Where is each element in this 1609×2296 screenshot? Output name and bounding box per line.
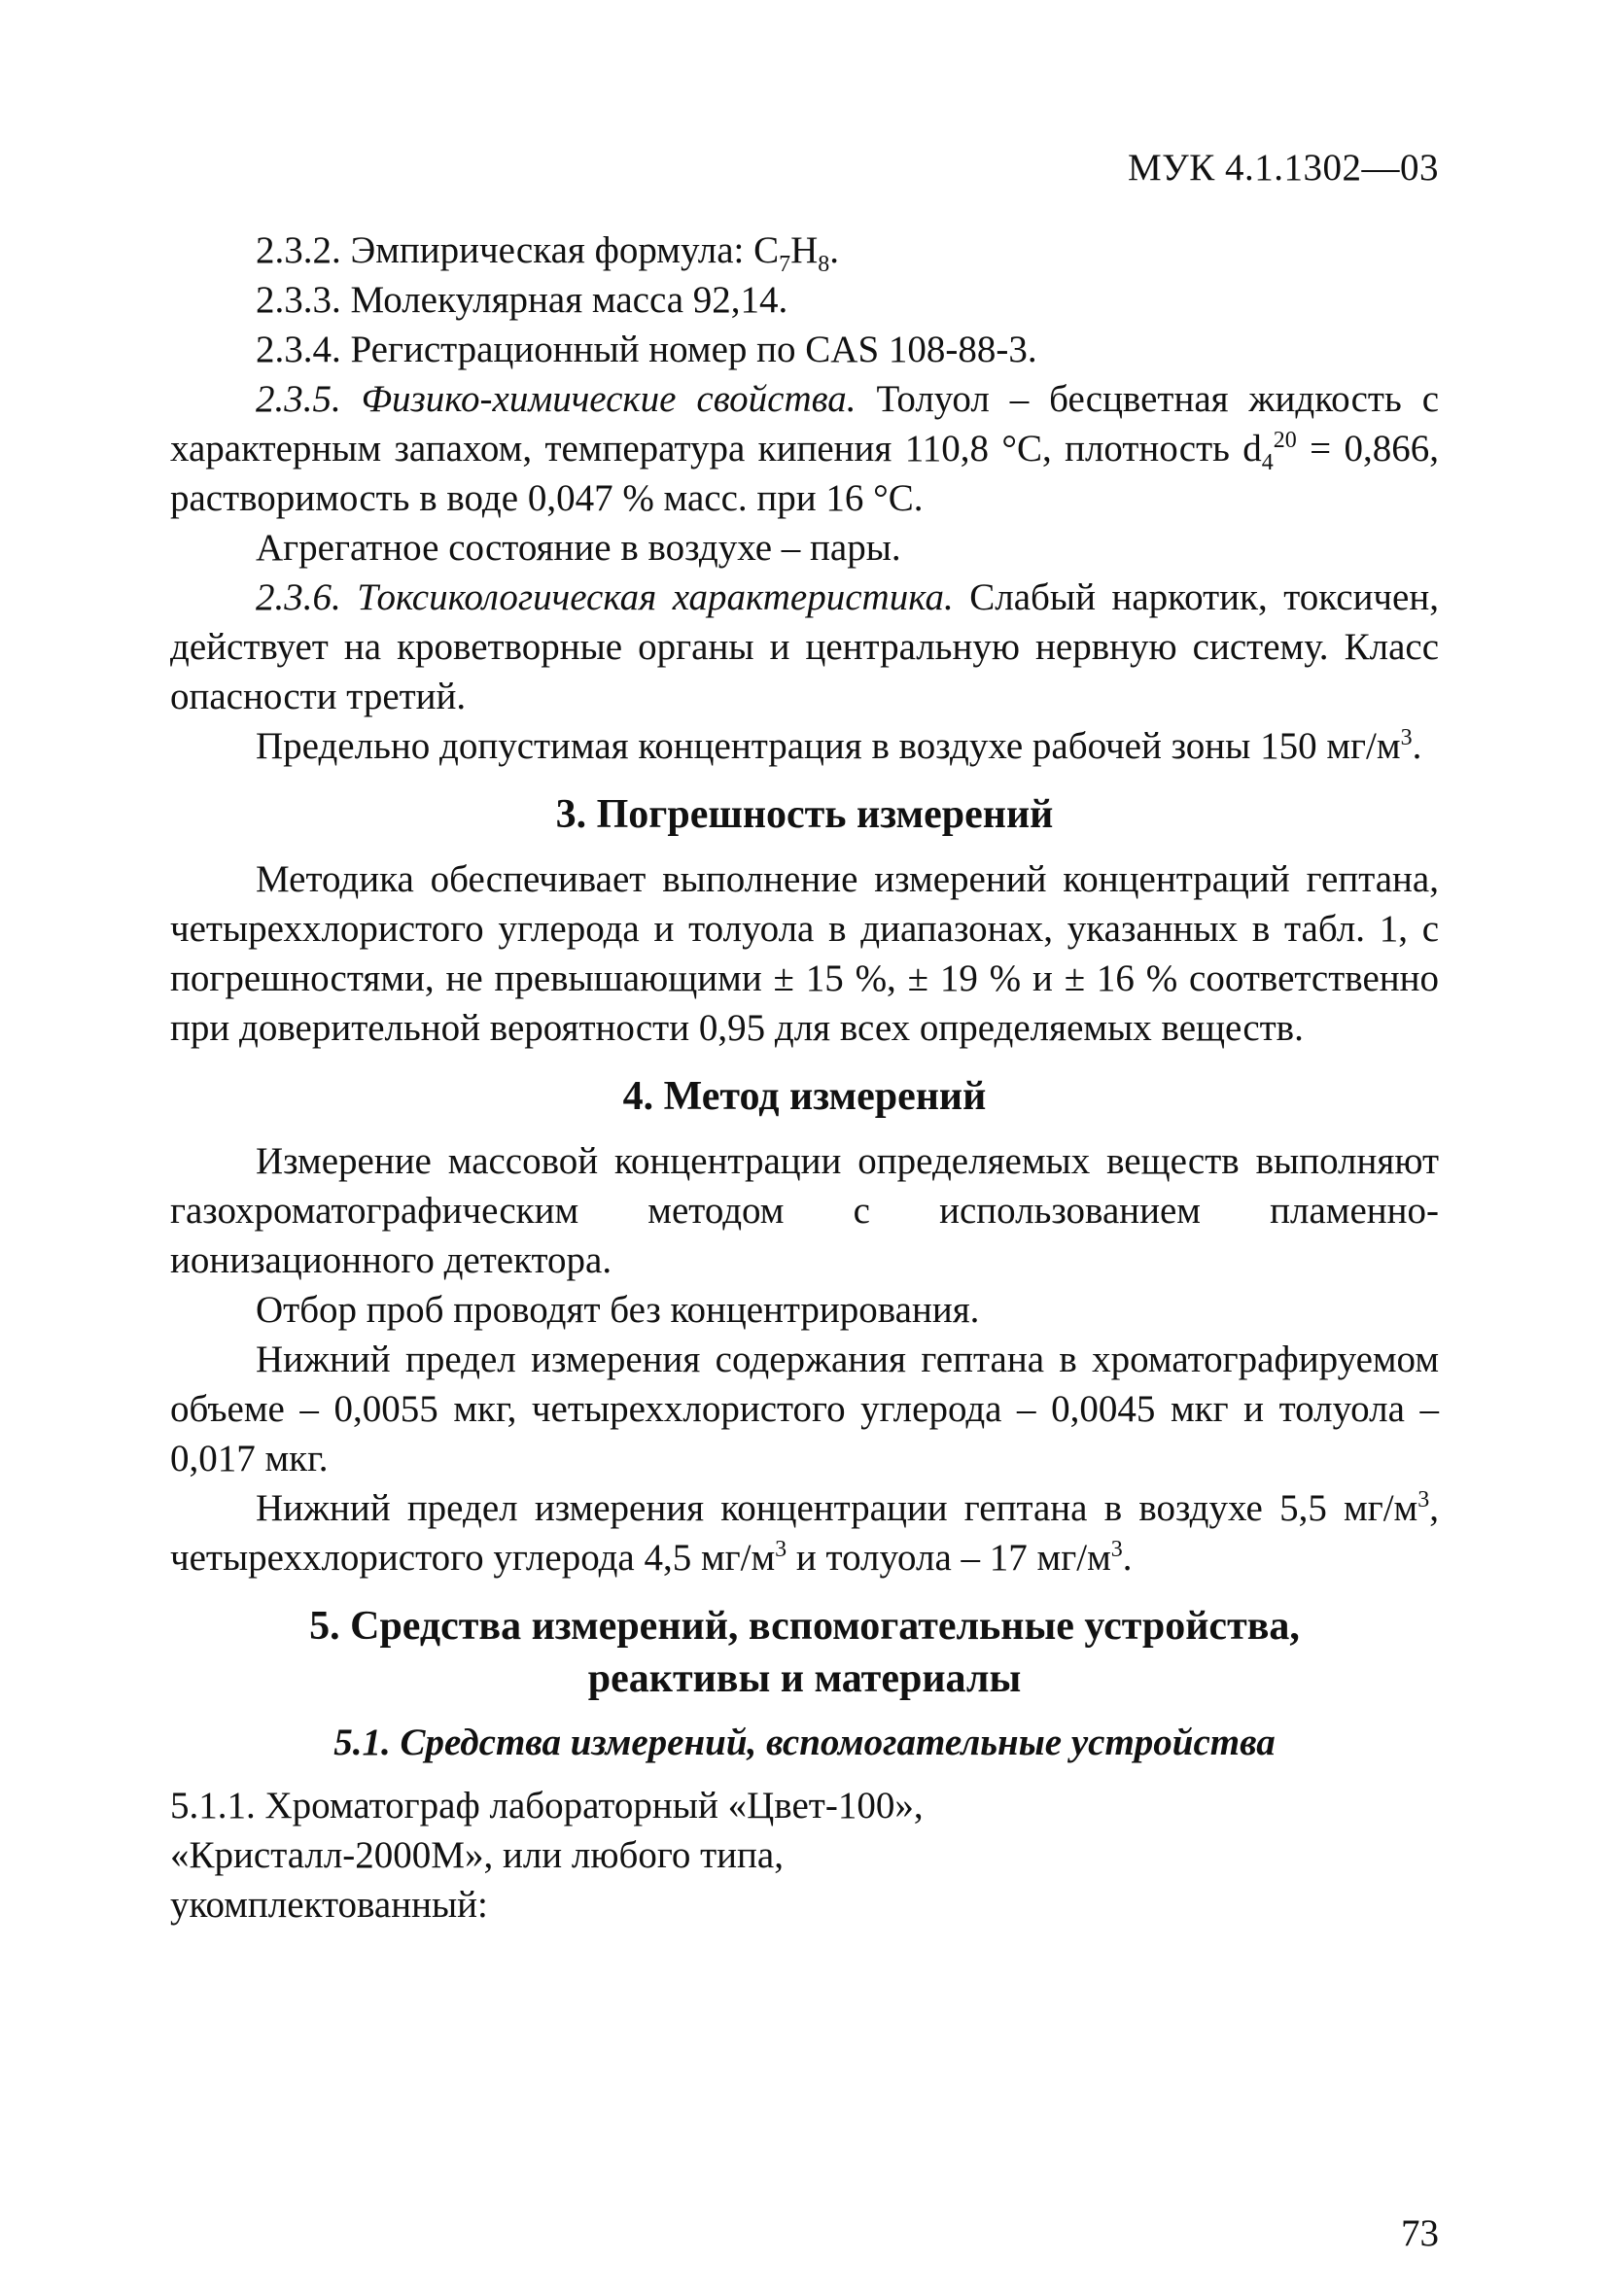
paragraph-5-1-1: 5.1.1. Хроматограф лабораторный «Цвет-100», «Кристалл-2000М», или любого типа, укомплектованный: bbox=[170, 1785, 924, 1926]
paragraph-physico-chemical: 2.3.5. Физико-химические свойства. Толуол – бесцветная жидкость с характерным запахом, температура кипения 110,8 °С, плотность $d_4^{20} = 0,866$, растворимость в воде 0,047 % масс. при 16 °С. bbox=[170, 378, 1440, 519]
heading-section-5: 5. Средства измерений, вспомогательные устройства, реактивы и материалы bbox=[309, 1604, 1300, 1701]
paragraph-method-1: Измерение массовой концентрации определяемых веществ выполняют газохроматографическим методом с использованием пламенно-ионизационного детектора. bbox=[170, 1140, 1439, 1281]
document-code: МУК 4.1.1302—03 bbox=[1127, 147, 1439, 189]
page-number: 73 bbox=[1401, 2212, 1439, 2254]
paragraph-method-3: Нижний предел измерения содержания гептана в хроматографируемом объеме – 0,0055 мкг, четыреххлористого углерода – 0,0045 мкг и толуола – 0,017 мкг. bbox=[170, 1339, 1439, 1479]
document-page bbox=[170, 117, 1439, 2255]
page-content bbox=[170, 226, 1439, 1930]
paragraph-empirical-formula: 2.3.2. Эмпирическая формула: $C_7H_8$. bbox=[256, 229, 840, 277]
heading-section-4: 4. Метод измерений bbox=[622, 1074, 987, 1119]
paragraph-aggregate-state: Агрегатное состояние в воздухе – пары. bbox=[256, 527, 901, 569]
paragraph-method-2: Отбор проб проводят без концентрирования. bbox=[256, 1289, 980, 1331]
paragraph-method-4: Нижний предел измерения концентрации гептана в воздухе 5,5 $мг/м^3$, четыреххлористого углерода 4,5 $мг/м^3$ и толуола – 17 $мг/м^3$. bbox=[170, 1487, 1439, 1579]
subheading-5-1: 5.1. Средства измерений, вспомогательные устройства bbox=[333, 1722, 1276, 1763]
heading-section-3: 3. Погрешность измерений bbox=[555, 792, 1054, 837]
paragraph-cas-number: 2.3.4. Регистрационный номер по CAS 108-88-3. bbox=[256, 329, 1037, 370]
paragraph-error: Методика обеспечивает выполнение измерений концентраций гептана, четыреххлористого углерода и толуола в диапазонах, указанных в табл. 1, с погрешностями, не превышающими ± 15 %, ± 19 % и ± 16 % соответственно при доверительной вероятности 0,95 для всех определяемых веществ. bbox=[170, 858, 1439, 1049]
paragraph-pdk: Предельно допустимая концентрация в воздухе рабочей зоны 150 $мг/м^3$. bbox=[256, 725, 1422, 767]
paragraph-molecular-mass: 2.3.3. Молекулярная масса 92,14. bbox=[256, 279, 788, 321]
paragraph-toxicology: 2.3.6. Токсикологическая характеристика. Слабый наркотик, токсичен, действует на кроветворные органы и центральную нервную систему. Класс опасности третий. bbox=[170, 576, 1439, 717]
